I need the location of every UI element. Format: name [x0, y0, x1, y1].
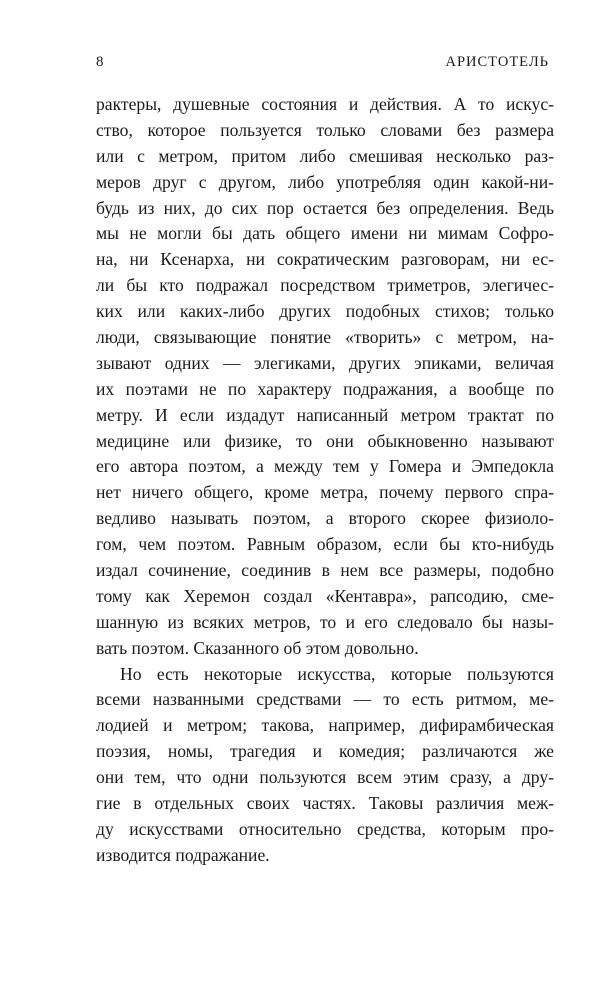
text-line: тому как Херемон создал «Кентавра», рапсодию, сме- — [96, 585, 554, 606]
text-line: вать поэтом. Сказанного об этом довольно. — [96, 637, 419, 658]
text-line: нет ничего общего, кроме метра, почему первого спра- — [96, 482, 554, 503]
text-line: ли бы кто подражал посредством триметров, элегичес- — [96, 275, 554, 296]
text-line: будь из них, до сих пор остается без определения. Ведь — [96, 197, 554, 218]
text-line: зывают одних — элегиками, других эпиками, величая — [96, 352, 554, 373]
text-line: гом, чем поэтом. Равным образом, если бы кто-нибудь — [96, 534, 554, 555]
text-line: ство, которое пользуется только словами без размера — [96, 119, 554, 140]
running-title: АРИСТОТЕЛЬ — [445, 54, 549, 70]
text-line: мы не могли бы дать общего имени ни мимам Софро- — [96, 223, 554, 244]
text-line: ду искусствами относительно средства, которым про- — [96, 818, 554, 839]
text-line: Но есть некоторые искусства, которые пользуются — [120, 663, 554, 684]
text-line: медицине или физике, то они обыкновенно называют — [96, 430, 554, 451]
body-text — [96, 92, 554, 869]
page-number: 8 — [96, 54, 104, 70]
text-line: шанную из всяких метров, то и его следовало бы назы- — [96, 611, 554, 632]
paragraph — [96, 662, 554, 869]
text-line: меров друг с другом, либо употребляя один какой-ни- — [96, 171, 554, 192]
text-line: их поэтами не по характеру подражания, а вообще по — [96, 378, 554, 399]
text-line: они тем, что одни пользуются всем этим сразу, а дру- — [96, 767, 554, 788]
text-line: люди, связывающие понятие «творить» с метром, на- — [96, 327, 554, 348]
text-line: поэзия, номы, трагедия и комедия; различаются же — [96, 741, 554, 762]
text-line: ких или каких-либо других подобных стихов; только — [96, 301, 554, 322]
text-line: ведливо называть поэтом, а второго скорее физиоло- — [96, 508, 554, 529]
text-line: лодией и метром; такова, например, дифирамбическая — [96, 715, 554, 736]
text-line: гие в отдельных своих частях. Таковы различия меж- — [96, 793, 554, 814]
text-line: изводится подражание. — [96, 844, 270, 865]
text-line: рактеры, душевные состояния и действия. А то искус- — [96, 94, 554, 114]
text-line: издал сочинение, соединив в нем все размеры, подобно — [96, 560, 554, 581]
text-line: всеми названными средствами — то есть ритмом, ме- — [96, 689, 554, 710]
running-head — [96, 54, 549, 78]
paragraph — [96, 92, 554, 662]
text-line: метру. И если издадут написанный метром трактат по — [96, 404, 554, 425]
text-line: или с метром, притом либо смешивая несколько раз- — [96, 145, 554, 166]
text-line: на, ни Ксенарха, ни сократическим разговорам, ни ес- — [96, 249, 554, 270]
text-line: его автора поэтом, а между тем у Гомера и Эмпедокла — [96, 456, 554, 477]
